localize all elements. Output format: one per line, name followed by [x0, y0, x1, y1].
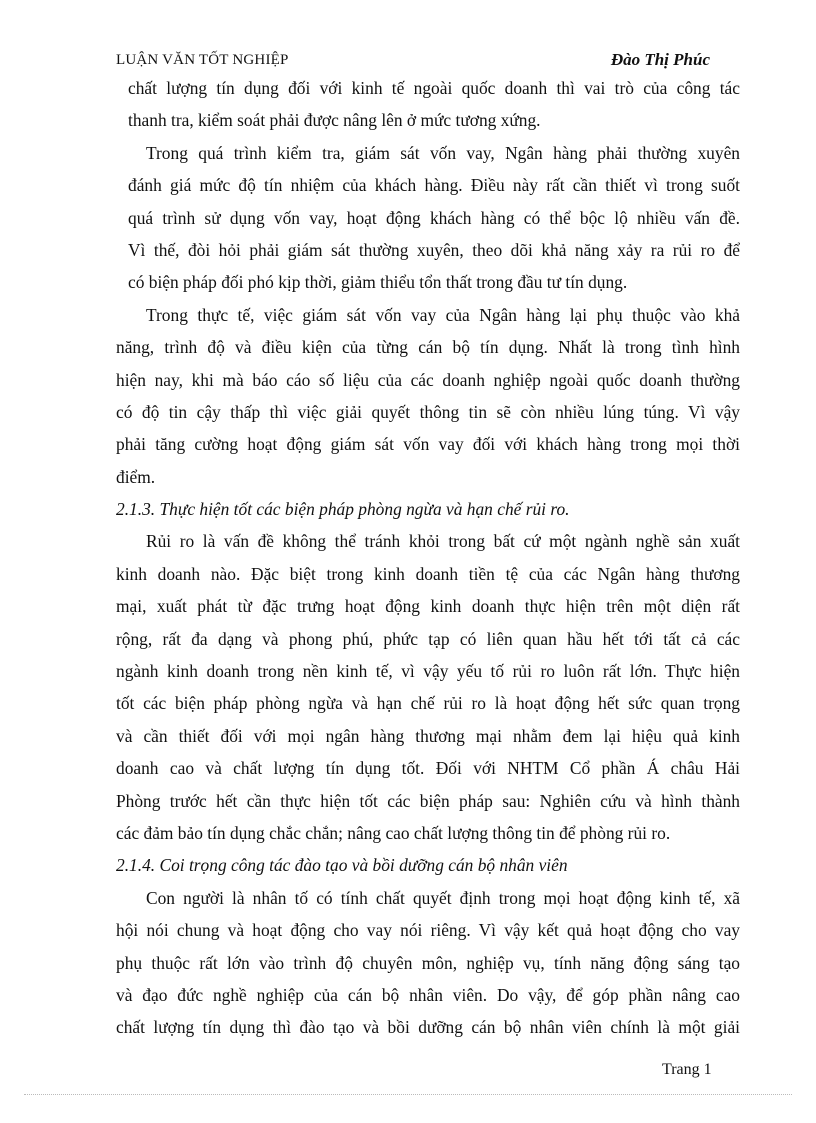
text-line: Rủi ro là vấn đề không thể tránh khỏi trong bất cứ một ngành nghề sản xuất [146, 531, 740, 552]
text-line: có độ tin cậy thấp thì việc giải quyết thông tin sẽ còn nhiều lúng túng. Vì vậy [116, 401, 740, 422]
text-line: hội nói chung và hoạt động cho vay nói riêng. Vì vậy kết quả hoạt động cho vay [116, 920, 740, 941]
text-line: thanh tra, kiểm soát phải được nâng lên ở mức tương xứng. [128, 110, 541, 131]
text-line: đánh giá mức độ tín nhiệm của khách hàng. Điều này rất cần thiết vì trong suốt [128, 175, 740, 196]
text-line: điểm. [116, 466, 156, 487]
text-line: Trong thực tế, việc giám sát vốn vay của Ngân hàng lại phụ thuộc vào khả [146, 304, 740, 325]
text-line: hiện nay, khi mà báo cáo số liệu của các doanh nghiệp ngoài quốc doanh thường [116, 369, 740, 390]
text-line: Phòng trước hết cần thực hiện tốt các biện pháp sau: Nghiên cứu và hình thành [116, 790, 740, 811]
text-line: và đạo đức nghề nghiệp của cán bộ nhân viên. Do vậy, để góp phần nâng cao [116, 984, 740, 1005]
text-line: phụ thuộc rất lớn vào trình độ chuyên môn, nghiệp vụ, tính năng động sáng tạo [116, 952, 740, 973]
section-heading-2-1-4: 2.1.4. Coi trọng công tác đào tạo và bồi dưỡng cán bộ nhân viên [116, 855, 568, 876]
page-number: Trang 1 [662, 1061, 712, 1078]
text-line: rộng, rất đa dạng và phong phú, phức tạp có liên quan hầu hết tới tất cả các [116, 628, 740, 649]
text-line: Con người là nhân tố có tính chất quyết định trong mọi hoạt động kinh tế, xã [146, 887, 740, 908]
body-text [116, 72, 740, 1044]
text-line: mại, xuất phát từ đặc trưng hoạt động kinh doanh thực hiện trên một diện rất [116, 596, 740, 617]
text-line: Vì thế, đòi hỏi phải giám sát thường xuyên, theo dõi khả năng xảy ra rủi ro để [128, 239, 740, 260]
text-line: phải tăng cường hoạt động giám sát vốn vay đối với khách hàng trong mọi thời [116, 434, 740, 455]
text-line: các đảm bảo tín dụng chắc chắn; nâng cao chất lượng thông tin để phòng rủi ro. [116, 822, 671, 843]
text-line: có biện pháp đối phó kịp thời, giảm thiểu tổn thất trong đầu tư tín dụng. [128, 272, 628, 293]
text-line: năng, trình độ và điều kiện của từng cán bộ tín dụng. Nhất là trong tình hình [116, 337, 740, 358]
text-line: doanh cao và chất lượng tín dụng tốt. Đối với NHTM Cổ phần Á châu Hải [116, 758, 740, 779]
thesis-title: LUẬN VĂN TỐT NGHIỆP [116, 52, 289, 68]
text-line: chất lượng tín dụng đối với kinh tế ngoài quốc doanh thì vai trò của công tác [128, 78, 740, 98]
text-line: ngành kinh doanh trong nền kinh tế, vì vậy yếu tố rủi ro luôn rất lớn. Thực hiện [116, 661, 740, 682]
text-line: Trong quá trình kiểm tra, giám sát vốn vay, Ngân hàng phải thường xuyên [146, 142, 740, 163]
section-heading-2-1-3: 2.1.3. Thực hiện tốt các biện pháp phòng ngừa và hạn chế rủi ro. [116, 499, 570, 520]
page-bottom-rule [24, 1094, 792, 1095]
page-header [116, 50, 710, 72]
text-line: và cần thiết đối với mọi ngân hàng thương mại nhằm đem lại hiệu quả kinh [116, 725, 740, 746]
text-line: chất lượng tín dụng thì đào tạo và bồi dưỡng cán bộ nhân viên chính là một giải [116, 1017, 740, 1038]
author-name: Đào Thị Phúc [610, 50, 710, 69]
text-line: tốt các biện pháp phòng ngừa và hạn chế rủi ro là hoạt động hết sức quan trọng [116, 693, 740, 714]
text-line: quá trình sử dụng vốn vay, hoạt động khách hàng có thể bộc lộ nhiều vấn đề. [128, 207, 740, 228]
text-line: kinh doanh nào. Đặc biệt trong kinh doanh tiền tệ của các Ngân hàng thương [116, 563, 740, 584]
